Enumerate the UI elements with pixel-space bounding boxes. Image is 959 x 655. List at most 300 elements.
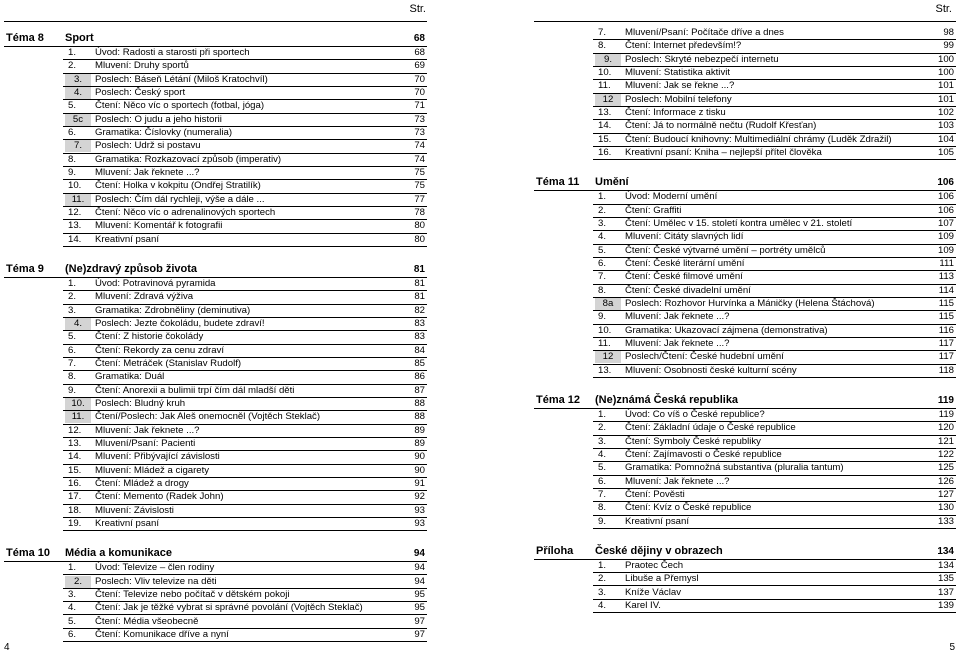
item-text: Mluvení: Jak řeknete ...? [625, 311, 730, 323]
item-text: Gramatika: Číslovky (numeralia) [95, 127, 233, 139]
section-header [4, 30, 427, 47]
item-text: Čtení: Memento (Radek John) [95, 491, 224, 503]
item-page: 80 [414, 233, 425, 245]
item-text: Čtení: Kvíz o České republice [625, 502, 752, 514]
item-text: Gramatika: Duál [95, 371, 165, 383]
item-number: 6. [68, 127, 77, 139]
section-title: (Ne)zdravý způsob života [65, 262, 198, 275]
section-label: Příloha [536, 544, 574, 557]
toc-item [593, 27, 956, 40]
item-page: 125 [937, 462, 954, 474]
item-text: Čtení: Něco víc o adrenalinových sportech [95, 207, 276, 219]
item-number: 10. [68, 180, 82, 192]
item-page: 95 [414, 602, 425, 614]
item-page: 127 [937, 489, 954, 500]
item-text: Čtení: Symboly České republiky [625, 435, 761, 447]
section-page: 119 [937, 394, 954, 406]
section-title: Umění [595, 176, 629, 189]
page-column-header [534, 0, 956, 22]
section-gap [534, 160, 956, 174]
toc-section [534, 392, 956, 529]
item-number: 9. [68, 167, 77, 179]
item-number: 5. [68, 331, 77, 343]
toc-item [63, 278, 427, 291]
toc-section [534, 543, 956, 613]
toc-item [63, 60, 427, 73]
toc-item [593, 502, 956, 515]
item-text: Čtení: Informace z tisku [625, 107, 726, 119]
toc-item [593, 573, 956, 586]
item-page: 68 [414, 47, 425, 59]
item-number: 4. [65, 87, 91, 99]
item-text: Mluvení: Přibývající závislosti [95, 451, 220, 463]
item-text: Čtení: Pověsti [625, 489, 685, 500]
section-title: Média a komunikace [65, 547, 172, 560]
section-header [4, 261, 427, 278]
item-number: 4. [65, 318, 91, 330]
item-number: 17. [68, 491, 82, 503]
item-number: 13. [598, 364, 612, 376]
toc-item [63, 451, 427, 464]
item-number: 14. [68, 451, 82, 463]
toc-item [593, 365, 956, 378]
item-text: Poslech: Skryté nebezpečí internetu [625, 53, 779, 65]
item-number: 15. [68, 464, 82, 476]
right-toc [534, 22, 956, 613]
item-page: 81 [414, 278, 425, 290]
toc-item [593, 338, 956, 351]
item-number: 8a [595, 298, 621, 310]
item-number: 8. [598, 502, 607, 514]
section-title: České dějiny v obrazech [595, 544, 723, 557]
item-page: 97 [414, 615, 425, 627]
item-number: 3. [598, 435, 607, 447]
item-page: 74 [414, 153, 425, 165]
toc-item [593, 422, 956, 435]
item-page: 114 [938, 284, 954, 296]
toc-item [593, 54, 956, 67]
section-title: (Ne)známá Česká republika [595, 393, 739, 406]
item-page: 89 [414, 424, 425, 436]
toc-item [593, 409, 956, 422]
toc-section [4, 545, 427, 642]
item-page: 135 [937, 573, 954, 585]
toc-item [63, 411, 427, 424]
item-page: 118 [938, 364, 954, 376]
item-page: 73 [414, 113, 425, 125]
toc-item [593, 107, 956, 120]
item-text: Čtení: Já to normálně nečtu (Rudolf Křesťan) [625, 120, 817, 132]
toc-item [63, 358, 427, 371]
toc-item [593, 40, 956, 53]
item-text: Čtení: Budoucí knihovny: Multimediální chrámy (Luděk Zdražil) [625, 133, 892, 145]
item-text: Čtení: Z historie čokolády [95, 331, 204, 343]
top-gap [4, 22, 427, 30]
item-page: 78 [414, 207, 425, 219]
item-number: 11. [598, 338, 611, 350]
toc-section [4, 30, 427, 247]
item-text: Čtení: Jak je těžké vybrat si správné povolání (Vojtěch Steklač) [95, 602, 363, 614]
item-page: 134 [937, 559, 954, 571]
item-text: Poslech: O judu a jeho historii [95, 113, 222, 125]
item-page: 120 [937, 422, 954, 434]
item-page: 69 [414, 60, 425, 72]
item-page: 95 [414, 588, 425, 600]
item-text: Mluvení/Psaní: Počítače dříve a dnes [625, 27, 784, 39]
toc-item [593, 436, 956, 449]
item-text: Mluvení/Psaní: Pacienti [95, 438, 196, 450]
item-page: 101 [937, 80, 954, 92]
section-gap [534, 378, 956, 392]
item-number: 12. [68, 424, 82, 436]
item-page: 93 [414, 504, 425, 516]
item-text: Kreativní psaní: Kniha – nejlepší přítel člověka [625, 147, 822, 159]
item-number: 10. [598, 324, 612, 336]
item-page: 117 [938, 338, 954, 350]
toc-item [63, 220, 427, 233]
section-gap [4, 531, 427, 545]
toc-item [63, 318, 427, 331]
item-text: Čtení: Média všeobecně [95, 615, 199, 627]
toc-item [593, 245, 956, 258]
item-text: Mluvení: Citáty slavných lidí [625, 231, 744, 243]
toc-item [63, 331, 427, 344]
item-page: 70 [414, 87, 425, 99]
item-page: 116 [938, 324, 954, 336]
item-number: 1. [68, 278, 77, 290]
item-number: 12 [595, 94, 621, 106]
item-text: Čtení: Základní údaje o České republice [625, 422, 796, 434]
toc-item [593, 231, 956, 244]
item-page: 75 [414, 167, 425, 179]
item-page: 137 [937, 586, 954, 598]
item-page: 119 [938, 409, 954, 421]
item-number: 2. [598, 573, 607, 585]
item-number: 13. [68, 220, 82, 232]
item-page: 109 [937, 231, 954, 243]
toc-item [63, 207, 427, 220]
toc-item [63, 602, 427, 615]
item-number: 3. [598, 586, 607, 598]
section-label: Téma 12 [536, 393, 581, 406]
item-text: Mluvení: Jak řeknete ...? [625, 338, 730, 350]
page-column-header [4, 0, 427, 22]
item-text: Čtení: Graffiti [625, 204, 682, 216]
item-number: 1. [598, 559, 607, 571]
left-column [4, 0, 427, 642]
item-number: 1. [598, 409, 607, 421]
item-page: 133 [937, 515, 954, 527]
item-page: 105 [937, 147, 954, 159]
page-column-label: Str. [409, 3, 426, 15]
item-page: 91 [414, 478, 425, 489]
item-number: 5. [598, 462, 607, 474]
toc-item [63, 438, 427, 451]
item-text: Mluvení: Jak řeknete ...? [95, 167, 200, 179]
item-text: Čtení: České divadelní umění [625, 284, 751, 296]
toc-item [593, 476, 956, 489]
item-number: 1. [598, 191, 607, 203]
item-number: 13. [68, 438, 82, 450]
item-text: Čtení: Metráček (Stanislav Rudolf) [95, 358, 242, 370]
section-header [534, 392, 956, 409]
item-text: Kreativní psaní [95, 233, 159, 245]
toc-item [593, 449, 956, 462]
item-page: 77 [414, 193, 425, 205]
item-page: 88 [414, 398, 425, 410]
toc-item [63, 629, 427, 642]
toc-item [63, 615, 427, 628]
item-text: Čtení: Holka v kokpitu (Ondřej Stratilík) [95, 180, 261, 192]
item-number: 11. [65, 194, 91, 206]
toc-item [593, 600, 956, 613]
item-number: 10. [65, 398, 91, 410]
section-header [534, 174, 956, 191]
left-toc [4, 22, 427, 642]
toc-item [593, 258, 956, 271]
item-text: Mluvení: Osobnosti české kulturní scény [625, 364, 797, 376]
item-page: 88 [414, 411, 425, 423]
section-label: Téma 8 [6, 32, 44, 44]
toc-item [63, 180, 427, 193]
item-text: Poslech: Báseň Létání (Miloš Kratochvíl) [95, 73, 268, 85]
toc-item [593, 80, 956, 93]
toc-item [593, 191, 956, 204]
item-page: 75 [414, 180, 425, 192]
item-number: 5. [68, 100, 77, 112]
item-text: Úvod: Moderní umění [625, 191, 718, 203]
item-text: Čtení: Rekordy za cenu zdraví [95, 344, 225, 356]
toc-item [593, 516, 956, 529]
section-page: 106 [937, 177, 954, 189]
item-page: 103 [937, 120, 954, 132]
toc-item [63, 398, 427, 411]
item-text: Čtení: Internet především!? [625, 40, 742, 52]
toc-item [63, 425, 427, 438]
item-number: 1. [68, 47, 77, 59]
item-number: 7. [598, 27, 607, 39]
item-number: 19. [68, 517, 82, 529]
section-page: 94 [413, 548, 425, 560]
item-text: Čtení: Něco víc o sportech (fotbal, jóga) [95, 100, 265, 112]
item-page: 86 [414, 371, 425, 383]
item-number: 2. [598, 204, 607, 216]
toc-item [593, 94, 956, 107]
item-page: 115 [938, 298, 954, 310]
item-text: Poslech: Český sport [95, 87, 186, 99]
toc-item [593, 351, 956, 364]
item-number: 10. [598, 67, 612, 79]
item-text: Poslech: Jezte čokoládu, budete zdraví! [95, 318, 265, 330]
item-text: Poslech: Mobilní telefony [625, 93, 732, 105]
item-page: 90 [414, 464, 425, 476]
item-text: Čtení: Televize nebo počítač v dětském pokoji [95, 588, 290, 600]
item-number: 2. [65, 576, 91, 588]
item-page: 81 [414, 291, 425, 303]
section-header [4, 545, 427, 562]
toc-item [593, 205, 956, 218]
item-number: 7. [598, 489, 607, 500]
item-number: 2. [68, 60, 77, 72]
toc-item [593, 120, 956, 133]
item-page: 122 [937, 449, 954, 461]
section-label: Téma 11 [536, 176, 580, 189]
toc-item [63, 465, 427, 478]
toc-item [63, 491, 427, 504]
item-number: 12 [595, 351, 621, 363]
toc-item [63, 562, 427, 575]
item-number: 8. [598, 284, 607, 296]
item-text: Mluvení: Zdravá výživa [95, 291, 194, 303]
item-number: 7. [68, 358, 77, 370]
section-page: 68 [413, 33, 425, 44]
item-text: Čtení: Komunikace dříve a nyní [95, 628, 229, 640]
item-number: 8. [68, 371, 77, 383]
item-text: Mluvení: Jak se řekne ...? [625, 80, 735, 92]
item-text: Čtení: Anorexii a bulimii trpí čím dál mladší děti [95, 384, 295, 396]
item-number: 8. [598, 40, 607, 52]
item-page: 102 [937, 107, 954, 119]
toc-item [63, 589, 427, 602]
item-page: 94 [414, 562, 425, 574]
item-text: Mluvení: Jak řeknete ...? [95, 424, 200, 436]
item-text: Mluvení: Druhy sportů [95, 60, 189, 72]
item-number: 4. [598, 449, 607, 461]
item-page: 87 [414, 384, 425, 396]
item-page: 92 [414, 491, 425, 503]
item-page: 80 [414, 220, 425, 232]
item-page: 73 [414, 127, 425, 139]
toc-item [63, 505, 427, 518]
page-number-left: 4 [4, 642, 10, 653]
item-text: Čtení: Zajímavosti o České republice [625, 449, 782, 461]
item-text: Čtení: České filmové umění [625, 271, 743, 283]
toc-item [63, 167, 427, 180]
toc-item [593, 134, 956, 147]
item-number: 3. [68, 588, 77, 600]
item-text: Čtení/Poslech: Jak Aleš onemocněl (Vojtěch Steklač) [95, 411, 321, 423]
section-header [534, 543, 956, 560]
toc-item [593, 560, 956, 573]
item-text: Gramatika: Zdrobněliny (deminutiva) [95, 304, 251, 316]
item-text: Gramatika: Rozkazovací způsob (imperativ) [95, 153, 282, 165]
item-text: Libuše a Přemysl [625, 573, 699, 585]
section-page: 81 [413, 263, 425, 275]
item-page: 83 [414, 318, 425, 330]
toc-item [593, 462, 956, 475]
item-number: 9. [598, 515, 607, 527]
toc-item [63, 154, 427, 167]
item-text: Kreativní psaní [95, 517, 159, 529]
toc-item [63, 194, 427, 207]
item-text: Praotec Čech [625, 559, 684, 571]
item-number: 8. [68, 153, 77, 165]
item-number: 15. [598, 133, 612, 145]
item-page: 107 [937, 218, 954, 230]
item-page: 99 [943, 40, 954, 52]
item-page: 111 [939, 258, 954, 270]
item-number: 9. [598, 311, 607, 323]
toc-item [63, 305, 427, 318]
toc-item [593, 489, 956, 502]
toc-item [63, 140, 427, 153]
item-number: 16. [598, 147, 612, 159]
item-page: 121 [937, 435, 954, 447]
section-title: Sport [65, 32, 94, 44]
item-number: 7. [65, 140, 91, 152]
item-page: 115 [938, 311, 954, 323]
toc-item [63, 234, 427, 247]
item-text: Úvod: Co víš o České republice? [625, 409, 765, 421]
item-text: Gramatika: Ukazovací zájmena (demonstrativa) [625, 324, 828, 336]
item-text: Poslech: Vliv televize na děti [95, 575, 217, 587]
item-text: Mluvení: Statistika aktivit [625, 67, 731, 79]
item-text: Úvod: Televize – člen rodiny [95, 562, 215, 574]
toc-item [63, 127, 427, 140]
item-page: 117 [938, 351, 954, 363]
item-number: 12. [68, 207, 82, 219]
item-text: Úvod: Radosti a starosti při sportech [95, 47, 250, 59]
item-number: 6. [598, 475, 607, 487]
item-page: 83 [414, 331, 425, 343]
item-number: 3. [65, 74, 91, 86]
item-text: Úvod: Potravinová pyramida [95, 278, 216, 290]
item-number: 7. [598, 271, 607, 283]
item-text: Čtení: Mládež a drogy [95, 478, 189, 489]
item-page: 94 [414, 575, 425, 587]
item-text: Poslech: Bludný kruh [95, 398, 186, 410]
section-gap [4, 247, 427, 261]
item-number: 18. [68, 504, 82, 516]
item-number: 3. [598, 218, 607, 230]
item-number: 1. [68, 562, 77, 574]
item-text: Poslech: Rozhovor Hurvínka a Máničky (Helena Štáchová) [625, 298, 875, 310]
item-page: 71 [414, 100, 425, 112]
toc-item [63, 575, 427, 588]
right-column [534, 0, 956, 613]
toc-item [63, 114, 427, 127]
toc-item [593, 285, 956, 298]
item-page: 100 [937, 53, 954, 65]
toc-item [63, 87, 427, 100]
toc-item [63, 345, 427, 358]
item-number: 4. [68, 602, 77, 614]
item-number: 9. [68, 384, 77, 396]
item-text: Gramatika: Pomnožná substantiva (pluralia tantum) [625, 462, 844, 474]
item-page: 85 [414, 358, 425, 370]
item-page: 139 [937, 599, 954, 611]
item-page: 93 [414, 517, 425, 529]
item-text: Mluvení: Mládež a cigarety [95, 464, 210, 476]
toc-item [63, 478, 427, 491]
page-number-right: 5 [949, 642, 955, 653]
item-text: Kníže Václav [625, 586, 681, 598]
item-text: Mluvení: Komentář k fotografii [95, 220, 223, 232]
item-text: Karel IV. [625, 599, 661, 611]
item-text: Čtení: Umělec v 15. století kontra umělec v 21. století [625, 218, 853, 230]
section-label: Téma 10 [6, 547, 51, 560]
item-page: 101 [937, 93, 954, 105]
item-number: 2. [68, 291, 77, 303]
item-page: 130 [937, 502, 954, 514]
item-page: 106 [937, 191, 954, 203]
item-page: 90 [414, 451, 425, 463]
toc-item [593, 147, 956, 160]
toc-item [63, 100, 427, 113]
item-text: Čtení: České výtvarné umění – portréty umělců [625, 244, 826, 256]
item-page: 104 [937, 133, 954, 145]
toc-item [593, 67, 956, 80]
